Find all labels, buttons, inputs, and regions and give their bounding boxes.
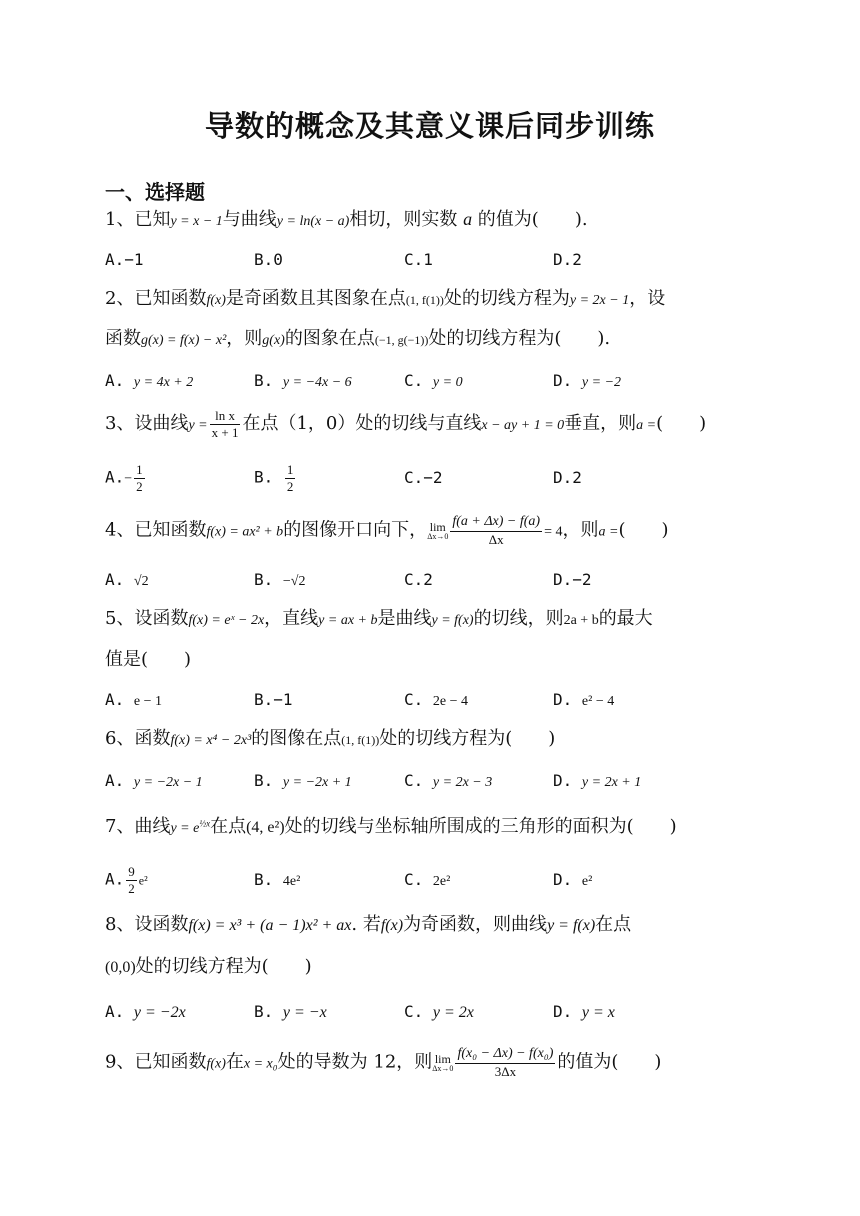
q3-fraction: $\frac{\text{ln x}}{x + 1}$ xyxy=(211,408,239,440)
question-5-continued: 值是( ) xyxy=(105,649,192,670)
q4-text: ，则 xyxy=(562,519,599,541)
q1-text: 的值为( ). xyxy=(477,209,588,230)
q5-formula-1: f(x) = eˣ − 2x xyxy=(188,613,265,628)
q8-formula-1: f(x) = x³ + (a − 1)x² + ax xyxy=(188,917,352,934)
q1-text: 与曲线 xyxy=(222,209,277,230)
q7-option-a: A. $\frac{9}{2}$ e² xyxy=(105,864,148,896)
q8-formula-2: f(x) xyxy=(380,917,404,934)
q3-option-c: C.−2 xyxy=(404,468,443,487)
q2-option-a: A. y = 4x + 2 xyxy=(105,371,194,390)
q9-formula-2: x = x₀ xyxy=(243,1056,278,1072)
q1-formula-2: y = ln(x − a) xyxy=(276,214,350,229)
q2-text: 处的切线方程为 xyxy=(443,288,570,309)
q8-text: . 若 xyxy=(351,914,381,935)
q8-option-b: B. y = −x xyxy=(254,1002,327,1021)
question-9 xyxy=(105,1046,661,1079)
q5-text: 是曲线 xyxy=(377,608,432,629)
q6-option-a: A. y = −2x − 1 xyxy=(105,771,203,790)
q2-text: 的图象在点 xyxy=(284,328,375,349)
q8-formula-3: y = f(x) xyxy=(547,917,596,934)
q2-formula-5: g(x) xyxy=(262,333,285,348)
q5-option-b: B.−1 xyxy=(254,690,293,709)
q7-formula-1: $y = e^{\frac{1}{2}x}$ xyxy=(170,818,211,836)
q1-text: 1、已知 xyxy=(105,209,171,230)
q6-option-c: C. y = 2x − 3 xyxy=(404,771,493,790)
q2-text: 函数 xyxy=(105,328,141,349)
q9-text: 处的导数为 12，则 xyxy=(277,1051,433,1073)
q8-text: 8、设函数 xyxy=(105,914,189,935)
q4-text: ( ) xyxy=(618,519,669,541)
q6-text: 处的切线方程为( ) xyxy=(379,728,556,749)
q2-text: 2、已知函数 xyxy=(105,288,207,309)
q6-text: 6、函数 xyxy=(105,728,171,749)
q2-formula-2: (1, f(1)) xyxy=(405,293,444,307)
q7-text: 7、曲线 xyxy=(105,816,171,837)
q8-option-d: D. y = x xyxy=(553,1002,615,1021)
question-2 xyxy=(105,290,665,308)
q3-text: 垂直，则 xyxy=(564,413,637,435)
q4-formula-1: f(x) = ax² + b xyxy=(206,524,284,540)
q2-text: 是奇函数且其图象在点 xyxy=(225,288,406,309)
q4-option-a: A. √2 xyxy=(105,570,149,589)
q2-text: 处的切线方程为( ). xyxy=(428,328,611,349)
q6-text: 的图像在点 xyxy=(251,728,342,749)
q6-option-d: D. y = 2x + 1 xyxy=(553,771,642,790)
q5-formula-3: y = f(x) xyxy=(431,613,474,628)
q2-option-d: D. y = −2 xyxy=(553,371,622,390)
question-1 xyxy=(105,210,588,229)
q5-text: 5、设函数 xyxy=(105,608,189,629)
q3-formula-2: a = xyxy=(636,418,657,434)
q5-formula-2: y = ax + b xyxy=(318,613,378,628)
q3-option-a: A.− $\frac{1}{2}$ xyxy=(105,462,143,494)
question-8 xyxy=(105,916,631,934)
q5-formula-4: 2a + b xyxy=(563,613,599,628)
q8-option-a: A. y = −2x xyxy=(105,1002,186,1021)
q9-text: 的值为( ) xyxy=(557,1051,662,1073)
q4-equals: = 4 xyxy=(544,524,563,540)
q2-option-c: C. y = 0 xyxy=(404,371,463,390)
q2-option-b: B. y = −4x − 6 xyxy=(254,371,352,390)
q2-formula-4: g(x) = f(x) − x² xyxy=(141,333,227,348)
q7-text: 在点 xyxy=(210,816,247,837)
question-2-continued xyxy=(105,330,610,348)
q2-formula-3: y = 2x − 1 xyxy=(569,293,630,308)
q2-formula-1: f(x) xyxy=(206,293,226,308)
q9-fraction: $\frac{\text{f(x₀ − Δx) − f(x₀)}}{3\Delta x}$ xyxy=(457,1046,554,1079)
q5-option-d: D. e² − 4 xyxy=(553,690,615,709)
q8-option-c: C. y = 2x xyxy=(404,1002,474,1021)
q7-option-b: B. 4e² xyxy=(254,870,301,889)
q1-variable: a xyxy=(463,209,473,229)
q1-option-b: B.0 xyxy=(254,250,283,269)
q4-option-d: D.−2 xyxy=(553,570,592,589)
q5-text: 的最大 xyxy=(598,608,653,629)
q4-text: 4、已知函数 xyxy=(105,519,207,541)
q2-formula-6: (−1, g(−1)) xyxy=(374,333,429,347)
section-heading: 一、选择题 xyxy=(105,180,205,204)
q3-text: ( ) xyxy=(656,413,707,435)
q7-option-c: C. 2e² xyxy=(404,870,451,889)
q9-text: 9、已知函数 xyxy=(105,1051,207,1073)
q6-formula-1: f(x) = x⁴ − 2x³ xyxy=(170,733,252,748)
q4-fraction: $\frac{f(a + \Delta x) - f(a)}{\Delta x}$ xyxy=(452,514,541,547)
q4-text: 的图像开口向下， xyxy=(283,519,428,541)
q4-limit: lim Δx→0 xyxy=(427,519,449,541)
question-5 xyxy=(105,610,653,628)
q3-text: 在点（1，0）处的切线与直线 xyxy=(242,413,482,435)
q5-text: ，直线 xyxy=(264,608,319,629)
q3-formula-lhs: y = xyxy=(188,418,208,434)
q3-text: 3、设曲线 xyxy=(105,413,189,435)
q9-limit: lim Δx→0 xyxy=(432,1051,454,1073)
q2-text: ，设 xyxy=(629,288,666,309)
q8-text: 在点 xyxy=(595,914,632,935)
q2-text: ，则 xyxy=(226,328,263,349)
q3-formula-1: x − ay + 1 = 0 xyxy=(481,418,565,434)
question-6 xyxy=(105,730,555,748)
q4-option-c: C.2 xyxy=(404,570,433,589)
q8-text: 为奇函数，则曲线 xyxy=(403,914,548,935)
q1-option-c: C.1 xyxy=(404,250,433,269)
q5-option-c: C. 2e − 4 xyxy=(404,690,469,709)
q1-text: 相切，则实数 xyxy=(349,209,458,230)
q7-text: 处的切线与坐标轴所围成的三角形的面积为( ) xyxy=(284,816,677,837)
q9-text: 在 xyxy=(225,1051,244,1073)
page-title: 导数的概念及其意义课后同步训练 xyxy=(204,109,655,143)
question-3 xyxy=(105,408,706,440)
q3-option-d: D.2 xyxy=(553,468,582,487)
q4-option-b: B. −√2 xyxy=(254,570,306,589)
q7-formula-2: (4, e²) xyxy=(246,819,285,836)
question-8-continued xyxy=(105,958,312,976)
question-4 xyxy=(105,514,669,547)
q6-formula-2: (1, f(1)) xyxy=(341,733,380,747)
q8-text: 处的切线方程为( ) xyxy=(135,956,312,977)
q1-option-d: D.2 xyxy=(553,250,582,269)
q3-option-b: B. $\frac{1}{2}$ xyxy=(254,462,294,494)
q5-text: 的切线，则 xyxy=(473,608,564,629)
q7-option-d: D. e² xyxy=(553,870,593,889)
q1-option-a: A.−1 xyxy=(105,250,144,269)
q6-option-b: B. y = −2x + 1 xyxy=(254,771,352,790)
q5-option-a: A. e − 1 xyxy=(105,690,163,709)
q8-formula-4: (0,0) xyxy=(105,959,136,976)
q9-formula-1: f(x) xyxy=(206,1056,226,1072)
q4-formula-2: a = xyxy=(598,524,619,540)
q1-formula-1: y = x − 1 xyxy=(170,214,223,229)
question-7 xyxy=(105,818,677,836)
